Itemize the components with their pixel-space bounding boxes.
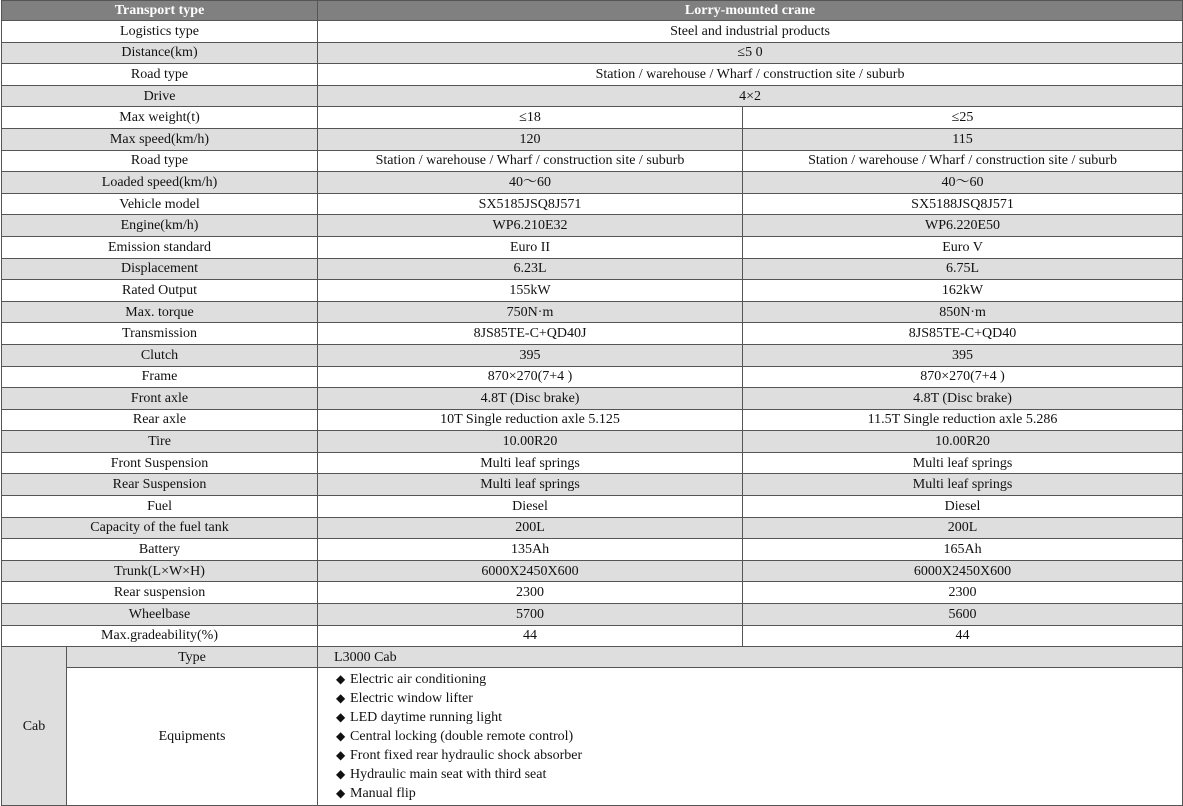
value-model-a: WP6.210E32 bbox=[318, 215, 743, 237]
row-label: Wheelbase bbox=[2, 604, 318, 626]
value-model-b: 395 bbox=[743, 344, 1183, 366]
list-item bbox=[336, 765, 1178, 784]
value-model-a: 8JS85TE-C+QD40J bbox=[318, 323, 743, 345]
list-item bbox=[336, 670, 1178, 689]
table-row bbox=[2, 280, 1183, 302]
value-model-b: Euro V bbox=[743, 236, 1183, 258]
header-transport-type: Transport type bbox=[2, 1, 318, 21]
table-row bbox=[2, 64, 1183, 86]
row-label: Max speed(km/h) bbox=[2, 128, 318, 150]
row-label: Vehicle model bbox=[2, 193, 318, 215]
spec-table bbox=[1, 0, 1183, 806]
table-row bbox=[2, 474, 1183, 496]
table-row bbox=[2, 539, 1183, 561]
value-model-a: 4.8T (Disc brake) bbox=[318, 388, 743, 410]
value-model-b: 200L bbox=[743, 517, 1183, 539]
value-model-b: 10.00R20 bbox=[743, 431, 1183, 453]
value-model-b: 8JS85TE-C+QD40 bbox=[743, 323, 1183, 345]
table-row bbox=[2, 172, 1183, 194]
value-model-b: 6.75L bbox=[743, 258, 1183, 280]
row-label: Rated Output bbox=[2, 280, 318, 302]
value-model-b: Multi leaf springs bbox=[743, 452, 1183, 474]
value-model-b: 115 bbox=[743, 128, 1183, 150]
value-model-b: 44 bbox=[743, 625, 1183, 647]
row-label: Front Suspension bbox=[2, 452, 318, 474]
row-label: Loaded speed(km/h) bbox=[2, 172, 318, 194]
row-label: Road type bbox=[2, 64, 318, 86]
equipment-text: Central locking (double remote control) bbox=[350, 729, 574, 745]
value-model-b: 870×270(7+4 ) bbox=[743, 366, 1183, 388]
value-model-a: 6000X2450X600 bbox=[318, 560, 743, 582]
value-model-a: Euro II bbox=[318, 236, 743, 258]
cab-equipments-list bbox=[318, 668, 1183, 806]
list-item bbox=[336, 784, 1178, 803]
table-row bbox=[2, 128, 1183, 150]
table-row bbox=[2, 496, 1183, 518]
table-row bbox=[2, 625, 1183, 647]
value-model-a: Multi leaf springs bbox=[318, 452, 743, 474]
row-label: Road type bbox=[2, 150, 318, 172]
row-label: Rear Suspension bbox=[2, 474, 318, 496]
value-model-a: ≤18 bbox=[318, 107, 743, 129]
diamond-bullet-icon: ◆ bbox=[336, 710, 346, 725]
row-value: 4×2 bbox=[318, 85, 1183, 107]
value-model-b: 5600 bbox=[743, 604, 1183, 626]
row-label: Distance(km) bbox=[2, 42, 318, 64]
value-model-b: 165Ah bbox=[743, 539, 1183, 561]
diamond-bullet-icon: ◆ bbox=[336, 672, 346, 687]
row-value: ≤5 0 bbox=[318, 42, 1183, 64]
value-model-a: 10.00R20 bbox=[318, 431, 743, 453]
table-row bbox=[2, 344, 1183, 366]
table-row bbox=[2, 517, 1183, 539]
equipment-text: LED daytime running light bbox=[350, 710, 503, 726]
diamond-bullet-icon: ◆ bbox=[336, 767, 346, 782]
table-row bbox=[2, 193, 1183, 215]
row-label: Displacement bbox=[2, 258, 318, 280]
value-model-b: 6000X2450X600 bbox=[743, 560, 1183, 582]
cab-equipments-row bbox=[2, 668, 1183, 806]
value-model-b: 162kW bbox=[743, 280, 1183, 302]
row-label: Emission standard bbox=[2, 236, 318, 258]
list-item bbox=[336, 746, 1178, 765]
diamond-bullet-icon: ◆ bbox=[336, 691, 346, 706]
value-model-a: 135Ah bbox=[318, 539, 743, 561]
value-model-a: 6.23L bbox=[318, 258, 743, 280]
value-model-a: Multi leaf springs bbox=[318, 474, 743, 496]
value-model-a: 395 bbox=[318, 344, 743, 366]
value-model-b: Diesel bbox=[743, 496, 1183, 518]
table-row bbox=[2, 215, 1183, 237]
row-label: Rear axle bbox=[2, 409, 318, 431]
value-model-a: 120 bbox=[318, 128, 743, 150]
header-lorry-mounted-crane: Lorry-mounted crane bbox=[318, 1, 1183, 21]
equipment-text: Hydraulic main seat with third seat bbox=[350, 767, 547, 783]
table-row bbox=[2, 366, 1183, 388]
table-row bbox=[2, 452, 1183, 474]
table-row bbox=[2, 323, 1183, 345]
table-row bbox=[2, 560, 1183, 582]
equipment-text: Electric window lifter bbox=[350, 691, 473, 707]
value-model-a: 40～60 bbox=[318, 172, 743, 194]
cab-type-value: L3000 Cab bbox=[318, 647, 1183, 668]
value-model-b: WP6.220E50 bbox=[743, 215, 1183, 237]
table-row bbox=[2, 42, 1183, 64]
table-row bbox=[2, 236, 1183, 258]
value-model-a: 10T Single reduction axle 5.125 bbox=[318, 409, 743, 431]
diamond-bullet-icon: ◆ bbox=[336, 729, 346, 744]
row-label: Tire bbox=[2, 431, 318, 453]
row-label: Frame bbox=[2, 366, 318, 388]
row-label: Trunk(L×W×H) bbox=[2, 560, 318, 582]
value-model-a: 750N·m bbox=[318, 301, 743, 323]
value-model-b: Multi leaf springs bbox=[743, 474, 1183, 496]
cab-type-row bbox=[2, 647, 1183, 668]
row-label: Capacity of the fuel tank bbox=[2, 517, 318, 539]
value-model-a: 870×270(7+4 ) bbox=[318, 366, 743, 388]
row-label: Max weight(t) bbox=[2, 107, 318, 129]
value-model-a: 200L bbox=[318, 517, 743, 539]
table-row bbox=[2, 301, 1183, 323]
value-model-a: 44 bbox=[318, 625, 743, 647]
diamond-bullet-icon: ◆ bbox=[336, 786, 346, 801]
row-label: Clutch bbox=[2, 344, 318, 366]
table-row bbox=[2, 409, 1183, 431]
row-value: Station / warehouse / Wharf / construction site / suburb bbox=[318, 64, 1183, 86]
value-model-a: 2300 bbox=[318, 582, 743, 604]
list-item bbox=[336, 689, 1178, 708]
value-model-b: 40～60 bbox=[743, 172, 1183, 194]
table-row bbox=[2, 107, 1183, 129]
table-row bbox=[2, 388, 1183, 410]
row-label: Engine(km/h) bbox=[2, 215, 318, 237]
value-model-a: SX5185JSQ8J571 bbox=[318, 193, 743, 215]
row-label: Fuel bbox=[2, 496, 318, 518]
value-model-a: 155kW bbox=[318, 280, 743, 302]
row-label: Battery bbox=[2, 539, 318, 561]
table-row bbox=[2, 85, 1183, 107]
row-label: Transmission bbox=[2, 323, 318, 345]
value-model-b: SX5188JSQ8J571 bbox=[743, 193, 1183, 215]
table-row bbox=[2, 431, 1183, 453]
table-row bbox=[2, 258, 1183, 280]
value-model-a: 5700 bbox=[318, 604, 743, 626]
equipment-text: Front fixed rear hydraulic shock absorber bbox=[350, 748, 583, 764]
cab-type-label: Type bbox=[67, 647, 318, 668]
value-model-a: Station / warehouse / Wharf / construction site / suburb bbox=[318, 150, 743, 172]
equipment-text: Manual flip bbox=[350, 786, 416, 802]
row-label: Front axle bbox=[2, 388, 318, 410]
cab-equipments-label: Equipments bbox=[67, 668, 318, 806]
row-label: Max. torque bbox=[2, 301, 318, 323]
value-model-b: 850N·m bbox=[743, 301, 1183, 323]
list-item bbox=[336, 708, 1178, 727]
list-item bbox=[336, 727, 1178, 746]
value-model-b: 4.8T (Disc brake) bbox=[743, 388, 1183, 410]
equipment-text: Electric air conditioning bbox=[350, 672, 487, 688]
value-model-b: ≤25 bbox=[743, 107, 1183, 129]
row-label: Rear suspension bbox=[2, 582, 318, 604]
cab-label: Cab bbox=[2, 647, 67, 806]
table-row bbox=[2, 604, 1183, 626]
table-row bbox=[2, 150, 1183, 172]
table-row bbox=[2, 582, 1183, 604]
value-model-b: 11.5T Single reduction axle 5.286 bbox=[743, 409, 1183, 431]
table-row bbox=[2, 21, 1183, 43]
row-value: Steel and industrial products bbox=[318, 21, 1183, 43]
row-label: Max.gradeability(%) bbox=[2, 625, 318, 647]
value-model-b: Station / warehouse / Wharf / construction site / suburb bbox=[743, 150, 1183, 172]
row-label: Drive bbox=[2, 85, 318, 107]
diamond-bullet-icon: ◆ bbox=[336, 748, 346, 763]
value-model-b: 2300 bbox=[743, 582, 1183, 604]
row-label: Logistics type bbox=[2, 21, 318, 43]
value-model-a: Diesel bbox=[318, 496, 743, 518]
